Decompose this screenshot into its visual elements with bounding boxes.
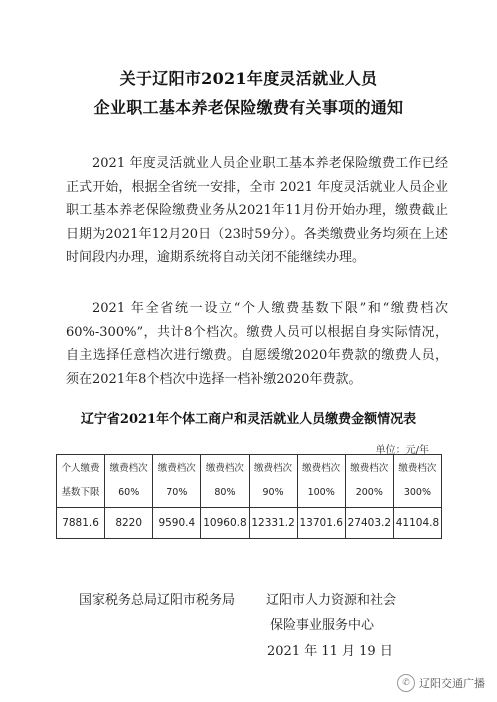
table-value-row <box>57 508 442 539</box>
table-header-row <box>57 455 442 508</box>
header-cell: 缴费档次 70% <box>153 455 201 508</box>
document-title-line2: 企业职工基本养老保险缴费有关事项的通知 <box>93 98 404 117</box>
watermark-text: 辽阳交通广播 <box>419 677 485 690</box>
value-cell: 7881.6 <box>57 508 105 539</box>
paragraph-1: 2021 年度灵活就业人员企业职工基本养老保险缴费工作已经正式开始，根据全省统一安排，全市 2021 年度灵活就业人员企业职工基本养老保险缴费业务从2021年11月份开始办理，缴费截止日期为2021年12月20日（23时59分）。各类缴费业务均须在上述时间段内办理，逾期系统将自动关闭不能继续办理。 <box>66 156 448 266</box>
value-cell: 13701.6 <box>297 508 345 539</box>
wechat-icon: ✆ <box>397 674 415 692</box>
fee-table <box>56 454 442 539</box>
signature-tax-bureau: 国家税务总局辽阳市税务局 <box>79 593 236 608</box>
header-cell: 缴费档次 200% <box>345 455 393 508</box>
table-unit: 单位：元/年 <box>375 445 429 456</box>
header-cell: 缴费档次 100% <box>297 455 345 508</box>
header-cell: 缴费档次 80% <box>201 455 249 508</box>
header-cell: 缴费档次 60% <box>105 455 153 508</box>
document-title-line1: 关于辽阳市2021年度灵活就业人员 <box>119 69 378 88</box>
value-cell: 27403.2 <box>345 508 393 539</box>
header-cell: 个人缴费 基数下限 <box>57 455 105 508</box>
paragraph-2: 2021 年全省统一设立“个人缴费基数下限”和“缴费档次60%-300%”，共计8个档次。缴费人员可以根据自身实际情况，自主选择任意档次进行缴费。自愿缓缴2020年费款的缴费人员，须在2021年8个档次中选择一档补缴2020年费款。 <box>66 301 448 387</box>
header-cell: 缴费档次 300% <box>393 455 441 508</box>
watermark <box>397 674 485 692</box>
value-cell: 12331.2 <box>249 508 297 539</box>
value-cell: 41104.8 <box>393 508 441 539</box>
value-cell: 8220 <box>105 508 153 539</box>
header-cell: 缴费档次 90% <box>249 455 297 508</box>
signature-hr-line2: 保险事业服务中心 <box>270 618 375 633</box>
signature-hr-line1: 辽阳市人力资源和社会 <box>266 593 397 608</box>
value-cell: 9590.4 <box>153 508 201 539</box>
value-cell: 10960.8 <box>201 508 249 539</box>
table-title: 辽宁省2021年个体工商户和灵活就业人员缴费金额情况表 <box>80 412 417 427</box>
signature-date: 2021 年 11 月 19 日 <box>267 644 393 659</box>
